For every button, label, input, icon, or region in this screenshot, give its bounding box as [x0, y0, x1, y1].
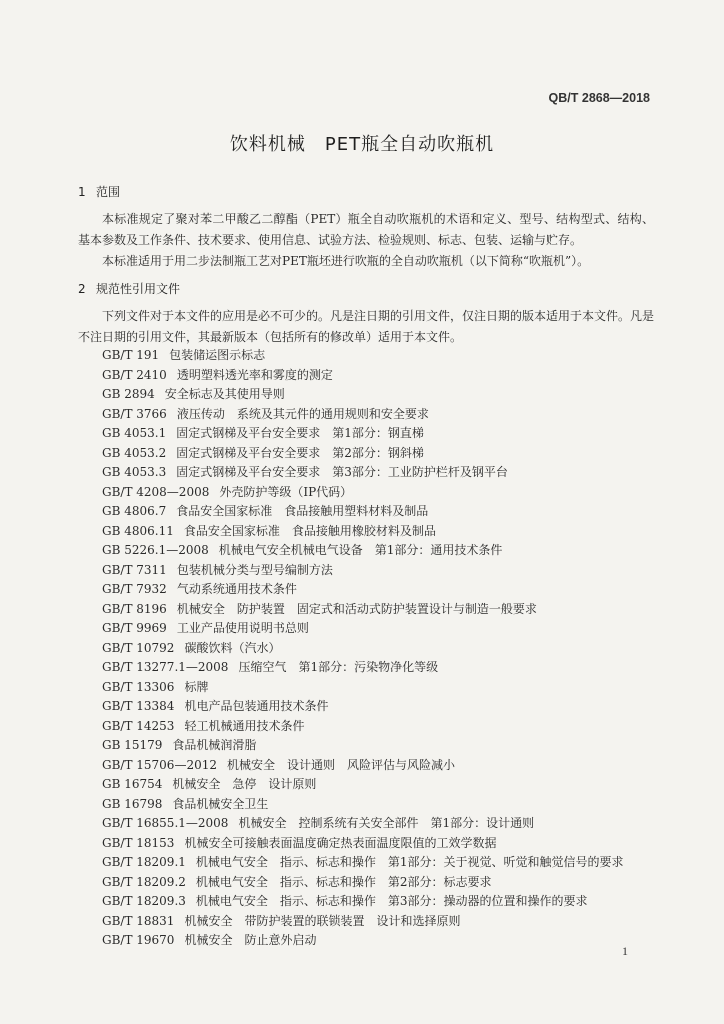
reference-code: GB/T 18209.2	[102, 874, 186, 889]
reference-code: GB 16754	[102, 777, 163, 791]
reference-title: 固定式钢梯及平台安全要求 第3部分：工业防护栏杆及钢平台	[176, 465, 508, 479]
reference-code: GB 4053.1	[102, 426, 167, 440]
reference-code: GB/T 13384	[102, 699, 175, 713]
reference-item	[102, 717, 624, 737]
reference-code: GB 16798	[102, 796, 163, 811]
reference-title: 食品机械安全卫生	[172, 796, 269, 811]
reference-list	[102, 346, 624, 951]
reference-title: 标牌	[184, 679, 209, 694]
reference-title: 机械电气安全 指示、标志和操作 第1部分：关于视觉、听觉和触觉信号的要求	[195, 855, 624, 869]
reference-item	[102, 522, 624, 542]
reference-title: 外壳防护等级（IP代码）	[219, 484, 353, 499]
reference-item	[102, 756, 624, 776]
scope-paragraph-1: 本标准规定了聚对苯二甲酸乙二醇酯（PET）瓶全自动吹瓶机的术语和定义、型号、结构型式、结构、基本参数及工作条件、技术要求、使用信息、试验方法、检验规则、标志、包装、运输与贮存。	[78, 212, 654, 247]
reference-title: 机械电气安全 指示、标志和操作 第3部分：操动器的位置和操作的要求	[195, 894, 588, 908]
reference-title: 包装机械分类与型号编制方法	[176, 562, 333, 577]
reference-item	[102, 561, 624, 581]
reference-code: GB/T 14253	[102, 718, 175, 733]
reference-item	[102, 834, 624, 854]
reference-code: GB/T 9969	[102, 621, 167, 635]
reference-code: GB/T 191	[102, 348, 160, 362]
reference-code: GB/T 19670	[102, 933, 175, 947]
reference-item	[102, 736, 624, 756]
reference-code: GB/T 18831	[102, 913, 175, 928]
reference-item	[102, 385, 624, 405]
reference-item	[102, 502, 624, 522]
reference-title: 碳酸饮料（汽水）	[184, 640, 281, 655]
reference-title: 机械安全 防护装置 固定式和活动式防护装置设计与制造一般要求	[176, 601, 537, 616]
reference-item	[102, 931, 624, 951]
reference-item	[102, 814, 624, 834]
reference-item	[102, 912, 624, 932]
reference-title: 机械安全可接触表面温度确定热表面温度限值的工效学数据	[184, 835, 497, 850]
reference-code: GB 4806.11	[102, 523, 174, 538]
reference-code: GB/T 15706—2012	[102, 757, 217, 772]
reference-item	[102, 346, 624, 366]
reference-code: GB/T 10792	[102, 640, 175, 655]
reference-code: GB/T 13306	[102, 679, 175, 694]
reference-title: 机械安全 设计通则 风险评估与风险减小	[226, 757, 455, 772]
reference-item	[102, 600, 624, 620]
reference-item	[102, 678, 624, 698]
reference-code: GB 4053.3	[102, 465, 167, 479]
reference-title: 轻工机械通用技术条件	[184, 718, 305, 733]
reference-title: 机械安全 控制系统有关安全部件 第1部分：设计通则	[238, 816, 535, 830]
reference-title: 固定式钢梯及平台安全要求 第1部分：钢直梯	[176, 426, 424, 440]
reference-title: 机械安全 带防护装置的联锁装置 设计和选择原则	[184, 913, 461, 928]
reference-code: GB 15179	[102, 738, 163, 752]
reference-item	[102, 463, 624, 483]
reference-item	[102, 366, 624, 386]
reference-title: 固定式钢梯及平台安全要求 第2部分：钢斜梯	[176, 445, 424, 460]
section-title: 规范性引用文件	[96, 282, 181, 296]
reference-title: 机械电气安全 指示、标志和操作 第2部分：标志要求	[195, 874, 492, 889]
reference-code: GB/T 3766	[102, 406, 167, 421]
reference-item	[102, 795, 624, 815]
page-number: 1	[622, 944, 628, 958]
reference-code: GB/T 2410	[102, 367, 167, 382]
reference-item	[102, 580, 624, 600]
reference-code: GB/T 18209.1	[102, 855, 186, 869]
reference-code: GB/T 7932	[102, 582, 167, 596]
reference-title: 气动系统通用技术条件	[176, 582, 297, 596]
reference-title: 包装储运图示标志	[169, 348, 266, 362]
references-intro-paragraph: 下列文件对于本文件的应用是必不可少的。凡是注日期的引用文件，仅注日期的版本适用于本文件。凡是不注日期的引用文件，其最新版本（包括所有的修改单）适用于本文件。	[78, 309, 655, 344]
reference-code: GB/T 18153	[102, 835, 175, 850]
section-number: 2	[78, 282, 86, 296]
section-heading-scope	[78, 183, 120, 200]
reference-title: 液压传动 系统及其元件的通用规则和安全要求	[176, 406, 429, 421]
reference-item	[102, 873, 624, 893]
reference-item	[102, 775, 624, 795]
reference-item	[102, 658, 624, 678]
reference-code: GB/T 8196	[102, 601, 167, 616]
reference-item	[102, 483, 624, 503]
reference-title: 食品安全国家标准 食品接触用橡胶材料及制品	[183, 523, 436, 538]
reference-item	[102, 619, 624, 639]
reference-item	[102, 853, 624, 873]
reference-code: GB 4053.2	[102, 445, 167, 460]
reference-item	[102, 444, 624, 464]
reference-item	[102, 405, 624, 425]
reference-item	[102, 424, 624, 444]
reference-code: GB 5226.1—2008	[102, 543, 209, 557]
reference-title: 透明塑料透光率和雾度的测定	[176, 367, 333, 382]
reference-code: GB/T 4208—2008	[102, 484, 210, 499]
reference-item	[102, 697, 624, 717]
reference-code: GB 2894	[102, 387, 155, 401]
section-number: 1	[78, 185, 86, 199]
reference-title: 压缩空气 第1部分：污染物净化等级	[238, 660, 439, 674]
reference-code: GB/T 13277.1—2008	[102, 660, 229, 674]
reference-title: 食品机械润滑脂	[172, 738, 257, 752]
reference-code: GB 4806.7	[102, 504, 167, 518]
section-heading-normative-references	[78, 280, 180, 297]
reference-item	[102, 892, 624, 912]
standard-code: QB/T 2868—2018	[548, 91, 650, 105]
scope-paragraph-2: 本标准适用于用二步法制瓶工艺对PET瓶坯进行吹瓶的全自动吹瓶机（以下简称“吹瓶机”）。	[102, 254, 590, 268]
reference-title: 食品安全国家标准 食品接触用塑料材料及制品	[176, 504, 429, 518]
reference-title: 机械电气安全机械电气设备 第1部分：通用技术条件	[218, 543, 503, 557]
reference-item	[102, 541, 624, 561]
reference-title: 安全标志及其使用导则	[164, 387, 285, 401]
section-title: 范围	[96, 185, 121, 199]
reference-code: GB/T 18209.3	[102, 894, 186, 908]
reference-title: 机械安全 防止意外启动	[184, 933, 317, 947]
page-title: 饮料机械 PET瓶全自动吹瓶机	[229, 134, 495, 155]
reference-title: 机电产品包装通用技术条件	[184, 699, 329, 713]
reference-code: GB/T 16855.1—2008	[102, 816, 229, 830]
reference-item	[102, 639, 624, 659]
reference-title: 工业产品使用说明书总则	[176, 621, 309, 635]
reference-code: GB/T 7311	[102, 562, 167, 577]
reference-title: 机械安全 急停 设计原则	[172, 777, 317, 791]
